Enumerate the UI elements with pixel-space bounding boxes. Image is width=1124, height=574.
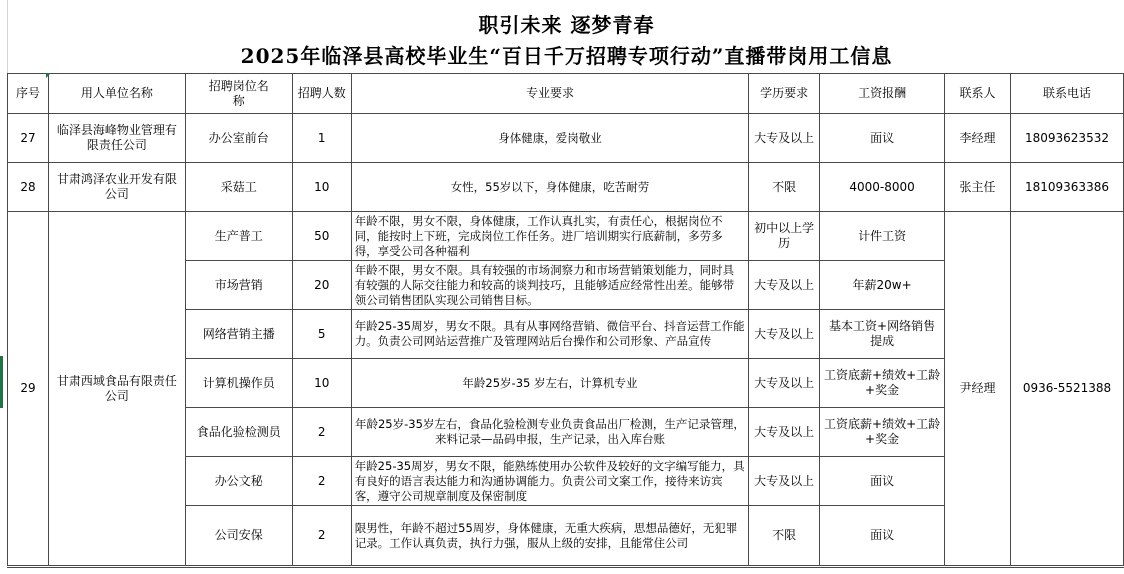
cell-comment-marker [46, 73, 51, 78]
cell-phone[interactable]: 18093623532 [1010, 114, 1123, 163]
cell-salary[interactable]: 4000-8000 [820, 163, 945, 212]
title-line-2: 2025年临泽县高校毕业生“百日千万招聘专项行动”直播带岗用工信息 [240, 44, 893, 68]
cell-count[interactable]: 20 [292, 261, 351, 310]
header-salary[interactable]: 工资报酬 [820, 74, 945, 114]
cell-no[interactable]: 29 [8, 212, 49, 566]
cell-position[interactable]: 办公文秘 [185, 457, 292, 506]
cell-requirement[interactable]: 年龄25岁-35岁左右，食品化验检测专业负责食品出厂检测，生产记录管理，来料记录—品码申报，生产记录，出入库台账 [351, 408, 749, 457]
cell-salary[interactable]: 工资底薪+绩效+工龄+奖金 [820, 359, 945, 408]
cell-no[interactable]: 27 [8, 114, 49, 163]
cell-count[interactable]: 10 [292, 163, 351, 212]
table-row [8, 163, 1124, 212]
cell-education[interactable]: 大专及以上 [749, 114, 820, 163]
cell-education[interactable]: 大专及以上 [749, 408, 820, 457]
cell-count[interactable]: 2 [292, 506, 351, 566]
header-education[interactable]: 学历要求 [749, 74, 820, 114]
cell-position[interactable]: 计算机操作员 [185, 359, 292, 408]
sheet-title-area [7, 0, 1124, 73]
cell-requirement[interactable]: 年龄不限，男女不限。具有较强的市场洞察力和市场营销策划能力，同时具有较强的人际交往能力和较高的谈判技巧，且能够适应经常性出差。能够带领公司销售团队实现公司销售目标。 [351, 261, 749, 310]
header-company[interactable]: 用人单位名称 [48, 74, 185, 114]
cell-salary[interactable]: 面议 [820, 114, 945, 163]
cell-contact[interactable]: 张主任 [945, 163, 1011, 212]
header-no[interactable]: 序号 [8, 74, 49, 114]
cell-requirement[interactable]: 年龄25-35周岁，男女不限。具有从事网络营销、微信平台、抖音运营工作能力。负责公司网站运营推广及管理网站后台操作和公司形象、产品宣传 [351, 310, 749, 359]
cell-requirement[interactable]: 女性，55岁以下，身体健康，吃苦耐劳 [351, 163, 749, 212]
cell-salary[interactable]: 基本工资+网络销售提成 [820, 310, 945, 359]
cell-requirement[interactable]: 年龄不限，男女不限，身体健康，工作认真扎实，有责任心，根据岗位不同，能按时上下班，完成岗位工作任务。进厂培训期实行底薪制，多劳多得，享受公司各种福利 [351, 212, 749, 261]
header-phone[interactable]: 联系电话 [1010, 74, 1123, 114]
cell-position[interactable]: 网络营销主播 [185, 310, 292, 359]
cell-salary[interactable]: 面议 [820, 506, 945, 566]
cell-requirement[interactable]: 限男性，年龄不超过55周岁，身体健康，无重大疾病，思想品德好，无犯罪记录。工作认真负责，执行力强，服从上级的安排，且能常住公司 [351, 506, 749, 566]
cell-position[interactable]: 生产普工 [185, 212, 292, 261]
cell-requirement[interactable]: 年龄25-35周岁，男女不限，能熟练使用办公软件及较好的文字编写能力，具有良好的语言表达能力和沟通协调能力。负责公司文案工作，接待来访宾客，遵守公司规章制度及保密制度 [351, 457, 749, 506]
cell-position[interactable]: 市场营销 [185, 261, 292, 310]
table-row [8, 212, 1124, 261]
cell-education[interactable]: 不限 [749, 163, 820, 212]
cell-education[interactable]: 不限 [749, 506, 820, 566]
cell-count[interactable]: 1 [292, 114, 351, 163]
cell-salary[interactable]: 年薪20w+ [820, 261, 945, 310]
header-contact[interactable]: 联系人 [945, 74, 1011, 114]
cell-count[interactable]: 5 [292, 310, 351, 359]
cell-company[interactable]: 临泽县海峰物业管理有限责任公司 [48, 114, 185, 163]
cell-company[interactable]: 甘肃西域食品有限责任公司 [48, 212, 185, 566]
cell-count[interactable]: 2 [292, 457, 351, 506]
cell-contact[interactable]: 尹经理 [945, 212, 1011, 566]
cell-phone[interactable]: 0936-5521388 [1010, 212, 1123, 566]
header-requirement[interactable]: 专业要求 [351, 74, 749, 114]
cell-contact[interactable]: 李经理 [945, 114, 1011, 163]
cell-education[interactable]: 大专及以上 [749, 261, 820, 310]
table-row [8, 114, 1124, 163]
cell-position[interactable]: 食品化验检测员 [185, 408, 292, 457]
cell-education[interactable]: 大专及以上 [749, 310, 820, 359]
cell-education[interactable]: 初中以上学历 [749, 212, 820, 261]
cell-requirement[interactable]: 身体健康，爱岗敬业 [351, 114, 749, 163]
header-row [8, 74, 1124, 114]
cell-no[interactable]: 28 [8, 163, 49, 212]
cell-count[interactable]: 50 [292, 212, 351, 261]
title-line-1: 职引未来 逐梦青春 [478, 13, 655, 37]
cell-count[interactable]: 10 [292, 359, 351, 408]
header-count[interactable]: 招聘人数 [292, 74, 351, 114]
recruitment-table [7, 73, 1124, 566]
row-selection-indicator [0, 356, 3, 408]
cell-requirement[interactable]: 年龄25岁-35 岁左右，计算机专业 [351, 359, 749, 408]
cell-count[interactable]: 2 [292, 408, 351, 457]
cell-education[interactable]: 大专及以上 [749, 359, 820, 408]
header-position[interactable]: 招聘岗位名称 [185, 74, 292, 114]
cell-education[interactable]: 大专及以上 [749, 457, 820, 506]
cell-salary[interactable]: 工资底薪+绩效+工龄+奖金 [820, 408, 945, 457]
cell-company[interactable]: 甘肃鸿泽农业开发有限公司 [48, 163, 185, 212]
cell-phone[interactable]: 18109363386 [1010, 163, 1123, 212]
cell-salary[interactable]: 面议 [820, 457, 945, 506]
cell-position[interactable]: 采菇工 [185, 163, 292, 212]
cell-salary[interactable]: 计件工资 [820, 212, 945, 261]
cell-position[interactable]: 公司安保 [185, 506, 292, 566]
cell-position[interactable]: 办公室前台 [185, 114, 292, 163]
